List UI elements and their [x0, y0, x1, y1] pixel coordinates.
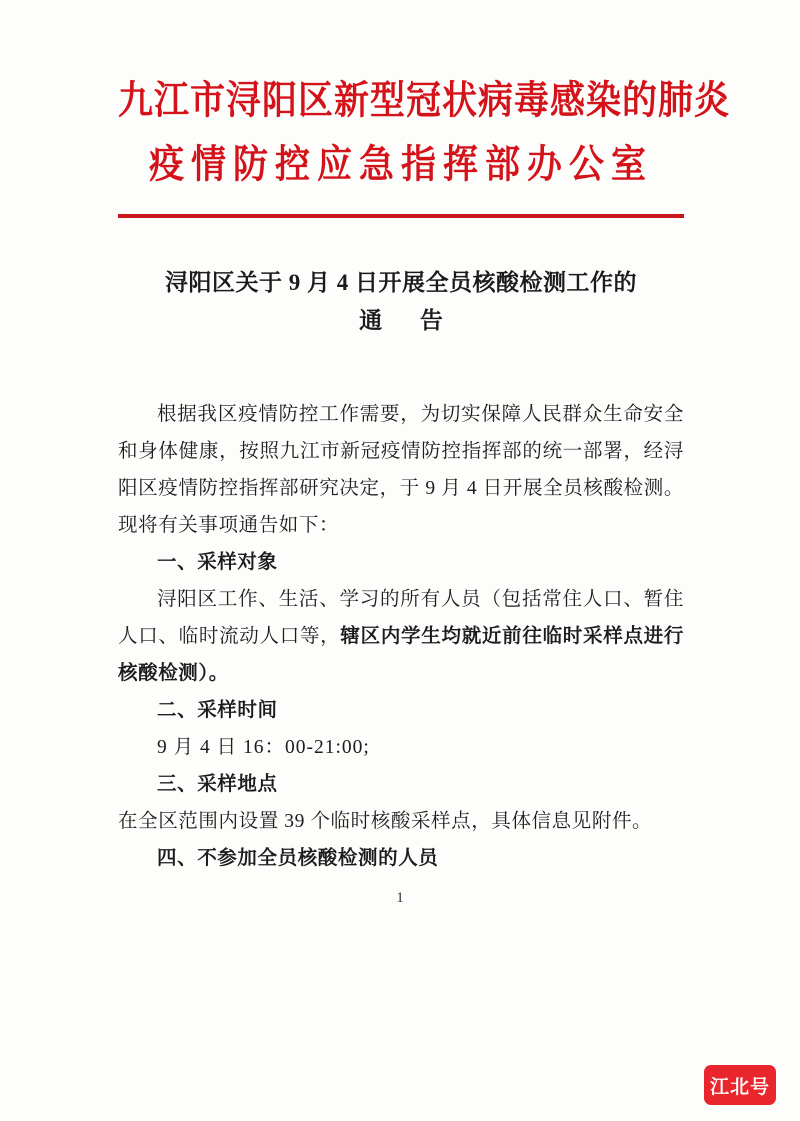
section-2-text: 9 月 4 日 16：00-21:00;	[157, 737, 370, 758]
document-title	[118, 264, 684, 340]
title-line-2: 通 告	[359, 308, 459, 333]
section-2-heading: 二、采样时间	[157, 700, 278, 721]
masthead-line-1: 九江市浔阳区新型冠状病毒感染的肺炎	[118, 78, 731, 123]
document-content	[118, 70, 731, 877]
section-3-text: 在全区范围内设置 39 个临时核酸采样点，具体信息见附件。	[118, 811, 653, 832]
masthead	[118, 70, 731, 190]
section-1-heading: 一、采样对象	[157, 552, 278, 573]
masthead-line-2: 疫情防控应急指挥部办公室	[148, 142, 653, 187]
watermark-badge: 江北号	[704, 1065, 776, 1105]
title-line-1: 浔阳区关于 9 月 4 日开展全员核酸检测工作的	[165, 270, 637, 295]
section-1-text-emphasis: 辖区内学生均就近前往临时采样点进行核酸检测	[118, 626, 684, 684]
page-number: 1	[396, 890, 404, 906]
document-body	[118, 396, 684, 877]
section-1-paragraph	[118, 581, 684, 692]
masthead-divider	[118, 214, 684, 218]
section-1-text-normal: 浔阳区工作、生活、学习的所有人员（包括常住人口、暂住人口、临时流动人口等，	[118, 589, 684, 647]
paragraph-intro: 根据我区疫情防控工作需要，为切实保障人民群众生命安全和身体健康，按照九江市新冠疫情防控指挥部的统一部署，经浔阳区疫情防控指挥部研究决定，于 9 月 4 日开展全员核酸检测。现将有关事项通告如下：	[118, 404, 684, 536]
section-3-heading: 三、采样地点	[157, 774, 278, 795]
section-1-text-tail: ）。	[198, 663, 229, 684]
section-4-heading: 四、不参加全员核酸检测的人员	[157, 848, 439, 869]
